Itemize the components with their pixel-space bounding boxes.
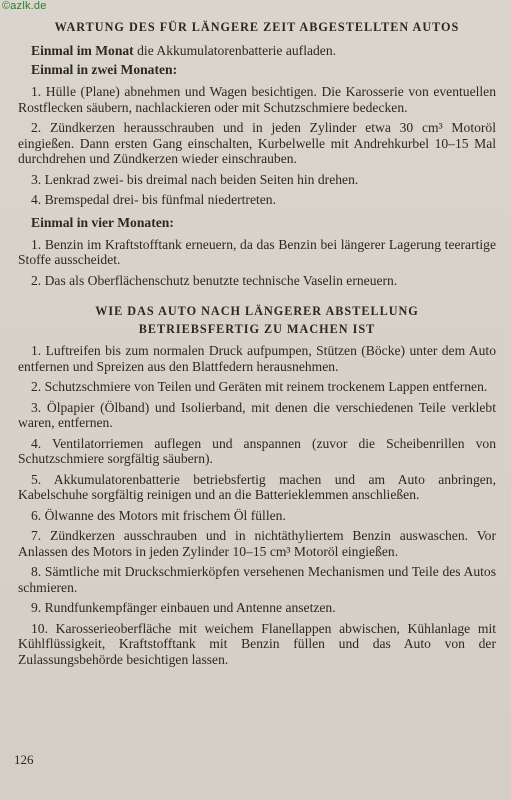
list-item: 1. Hülle (Plane) abnehmen und Wagen besichtigen. Die Karosserie von eventuellen Rostflecken säubern, nachlackieren oder mit Schutzschmiere bedecken. [18, 84, 496, 115]
section-title: WIE DAS AUTO NACH LÄNGERER ABSTELLUNG [95, 304, 419, 318]
list-item: 4. Ventilatorriemen auflegen und anspannen (zuvor die Scheibenrillen von Schutzschmiere sorgfältig säubern). [18, 435, 496, 466]
list-item: 8. Sämtliche mit Druckschmierköpfen versehenen Mechanismen und Teile des Autos schmieren. [18, 564, 496, 595]
page-number: 126 [14, 752, 34, 767]
list-item: 3. Lenkrad zwei- bis dreimal nach beiden Seiten hin drehen. [31, 171, 359, 187]
bimonthly-heading: Einmal in zwei Monaten: [31, 62, 178, 77]
list-item: 1. Benzin im Kraftstofftank erneuern, da das Benzin bei längerer Lagerung teerartige Stoffe ausscheidet. [18, 236, 496, 267]
list-item: 10. Karosserieoberfläche mit weichem Flanellappen abwischen, Kühlanlage mit Kühlflüssigkeit, Kraftstofftank mit Benzin füllen und das Auto von der Zulassungsbehörde besichtigen lassen. [18, 620, 496, 667]
list-item: 7. Zündkerzen ausschrauben und in nichtäthyliertem Benzin auswaschen. Vor Anlassen des Motors in jeden Zylinder 10–15 cm³ Motoröl eingießen. [18, 528, 496, 559]
section-title: BETRIEBSFERTIG ZU MACHEN IST [138, 322, 376, 336]
list-item: 1. Luftreifen bis zum normalen Druck aufpumpen, Stützen (Böcke) unter dem Auto entfernen und Spreizen aus den Blattfedern herausnehmen. [18, 343, 496, 374]
list-item: 2. Das als Oberflächenschutz benutzte technische Vaselin erneuern. [31, 272, 398, 288]
quarterly-heading: Einmal in vier Monaten: [31, 214, 174, 230]
list-item: 2. Schutzschmiere von Teilen und Geräten mit reinem trockenem Lappen entfernen. [31, 379, 488, 394]
list-item: 4. Bremspedal drei- bis fünfmal niedertreten. [31, 192, 276, 207]
page-content [18, 18, 496, 667]
monthly-heading: Einmal im Monat [31, 43, 134, 58]
list-item: 6. Ölwanne des Motors mit frischem Öl füllen. [31, 507, 286, 523]
list-item: 5. Akkumulatorenbatterie betriebsfertig machen und am Auto anbringen, Kabelschuhe sorgfältig reinigen und an die Batterieklemmen anschließen. [18, 471, 496, 502]
section-title: WARTUNG DES FÜR LÄNGERE ZEIT ABGESTELLTEN AUTOS [54, 20, 460, 34]
monthly-text: die Akkumulatorenbatterie aufladen. [133, 43, 337, 58]
list-item: 2. Zündkerzen herausschrauben und in jeden Zylinder etwa 30 cm³ Motoröl eingießen. Dann ersten Gang einschalten, Kurbelwelle mit Andrehkurbel 10–15 Mal durchdrehen und Zündkerzen wieder einschrauben. [18, 120, 496, 166]
list-item: 9. Rundfunkempfänger einbauen und Antenne ansetzen. [31, 600, 336, 615]
watermark: ©azlk.de [2, 0, 47, 12]
list-item: 3. Ölpapier (Ölband) und Isolierband, mit denen die verschiedenen Teile verklebt waren, entfernen. [18, 399, 496, 430]
monthly-paragraph [31, 41, 496, 60]
